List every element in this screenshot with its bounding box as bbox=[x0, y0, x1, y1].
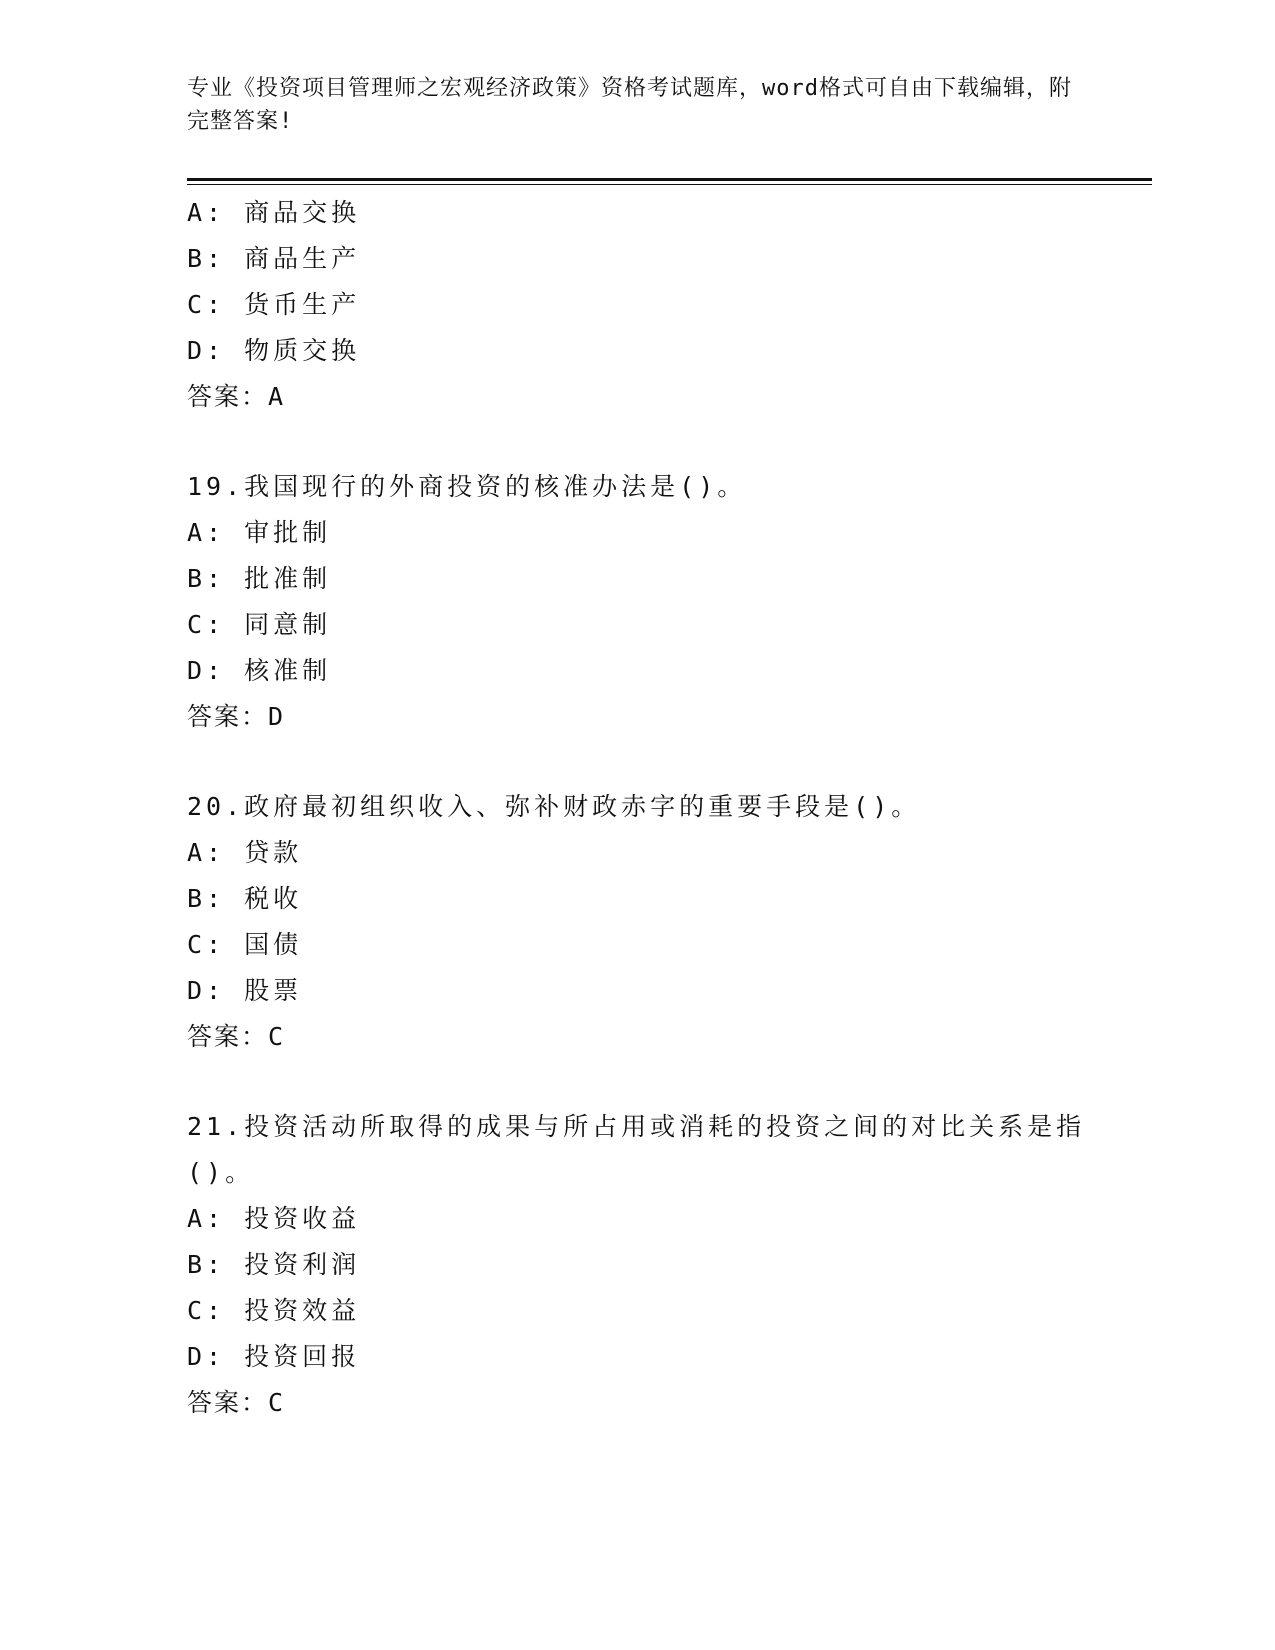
answer-label: 答案： bbox=[187, 382, 269, 411]
option-c: C: 投资效益 bbox=[187, 1296, 361, 1325]
answer-label: 答案： bbox=[187, 1388, 269, 1417]
option-d: D: 投资回报 bbox=[187, 1342, 361, 1371]
header-rule-thin bbox=[187, 184, 1152, 185]
answer-line bbox=[187, 694, 1087, 740]
question-block-21 bbox=[187, 1104, 1087, 1426]
document-header: 专业《投资项目管理师之宏观经济政策》资格考试题库，word格式可自由下载编辑，附完整答案! bbox=[187, 76, 1072, 134]
answer-label: 答案： bbox=[187, 1022, 269, 1051]
option-a: A: 审批制 bbox=[187, 518, 332, 547]
option-d: D: 核准制 bbox=[187, 656, 332, 685]
option-c: C: 货币生产 bbox=[187, 290, 361, 319]
answer-value: D bbox=[268, 702, 284, 731]
question-block-20 bbox=[187, 784, 1087, 1060]
answer-line bbox=[187, 374, 1087, 420]
option-c: C: 国债 bbox=[187, 930, 303, 959]
option-c: C: 同意制 bbox=[187, 610, 332, 639]
option-b: B: 批准制 bbox=[187, 564, 332, 593]
question-stem: 19.我国现行的外商投资的核准办法是()。 bbox=[187, 472, 747, 501]
question-block-19 bbox=[187, 464, 1087, 740]
answer-label: 答案： bbox=[187, 702, 269, 731]
option-d: D: 股票 bbox=[187, 976, 303, 1005]
question-stem: 21.投资活动所取得的成果与所占用或消耗的投资之间的对比关系是指()。 bbox=[187, 1112, 1086, 1187]
header-rule-thick bbox=[187, 178, 1152, 181]
option-a: A: 投资收益 bbox=[187, 1204, 361, 1233]
answer-value: C bbox=[268, 1022, 284, 1051]
answer-value: C bbox=[268, 1388, 284, 1417]
option-d: D: 物质交换 bbox=[187, 336, 361, 365]
answer-value: A bbox=[268, 382, 284, 411]
answer-line bbox=[187, 1380, 1087, 1426]
question-stem: 20.政府最初组织收入、弥补财政赤字的重要手段是()。 bbox=[187, 792, 921, 821]
option-b: B: 税收 bbox=[187, 884, 303, 913]
option-a: A: 贷款 bbox=[187, 838, 303, 867]
question-content bbox=[187, 190, 1087, 1426]
question-block-18 bbox=[187, 190, 1087, 420]
answer-line bbox=[187, 1014, 1087, 1060]
option-a: A: 商品交换 bbox=[187, 198, 361, 227]
option-b: B: 投资利润 bbox=[187, 1250, 361, 1279]
option-b: B: 商品生产 bbox=[187, 244, 361, 273]
